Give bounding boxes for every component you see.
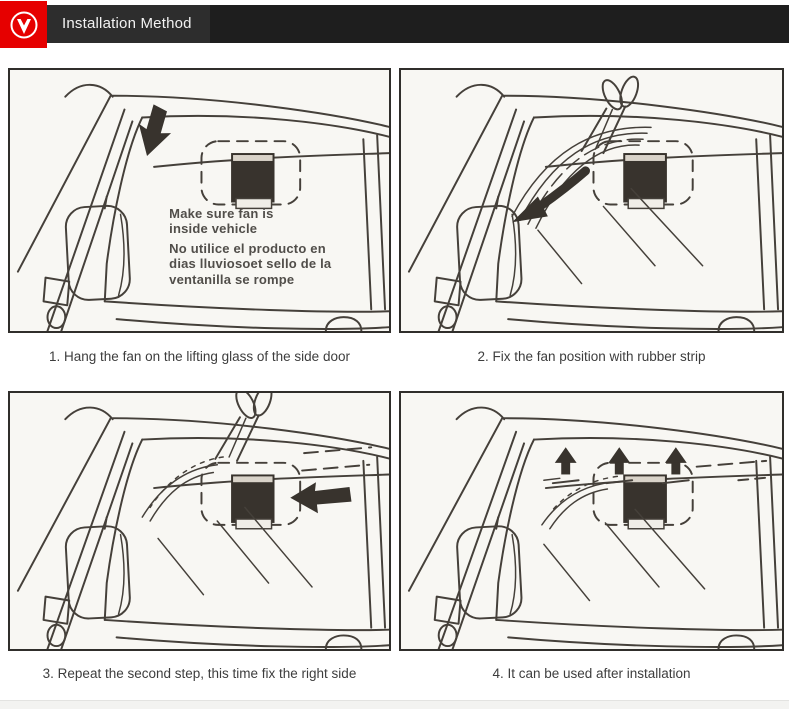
note-line: Make sure fan is — [169, 205, 274, 221]
diagram-step-1 — [10, 70, 389, 331]
warning-line: ventanilla se rompe — [169, 271, 295, 287]
step-panel-4 — [399, 391, 784, 651]
diagram-step-3 — [10, 393, 389, 649]
step-panel-1 — [8, 68, 391, 333]
note-line: inside vehicle — [169, 221, 258, 237]
diagram-step-2 — [401, 70, 782, 331]
diagram-step-4 — [401, 393, 782, 649]
step-caption-4: 4. It can be used after installation — [492, 666, 691, 681]
step-caption-2: 2. Fix the fan position with rubber strip — [477, 349, 706, 364]
warning-line: No utilice el producto en — [169, 240, 326, 256]
step-panel-2 — [399, 68, 784, 333]
step-caption-3: 3. Repeat the second step, this time fix the right side — [42, 666, 357, 681]
header-bar — [0, 5, 789, 43]
warning-spanish-text — [169, 241, 331, 287]
step-panel-3 — [8, 391, 391, 651]
step-caption-1: 1. Hang the fan on the lifting glass of the side door — [49, 349, 350, 364]
bottom-divider-strip — [0, 700, 789, 709]
note-fan-inside-vehicle — [169, 206, 273, 237]
down-arrow-circle-icon — [7, 8, 41, 42]
warning-line: dias lluviosoet sello de la — [169, 256, 332, 272]
section-title: Installation Method — [62, 15, 192, 32]
brand-badge — [0, 1, 47, 48]
